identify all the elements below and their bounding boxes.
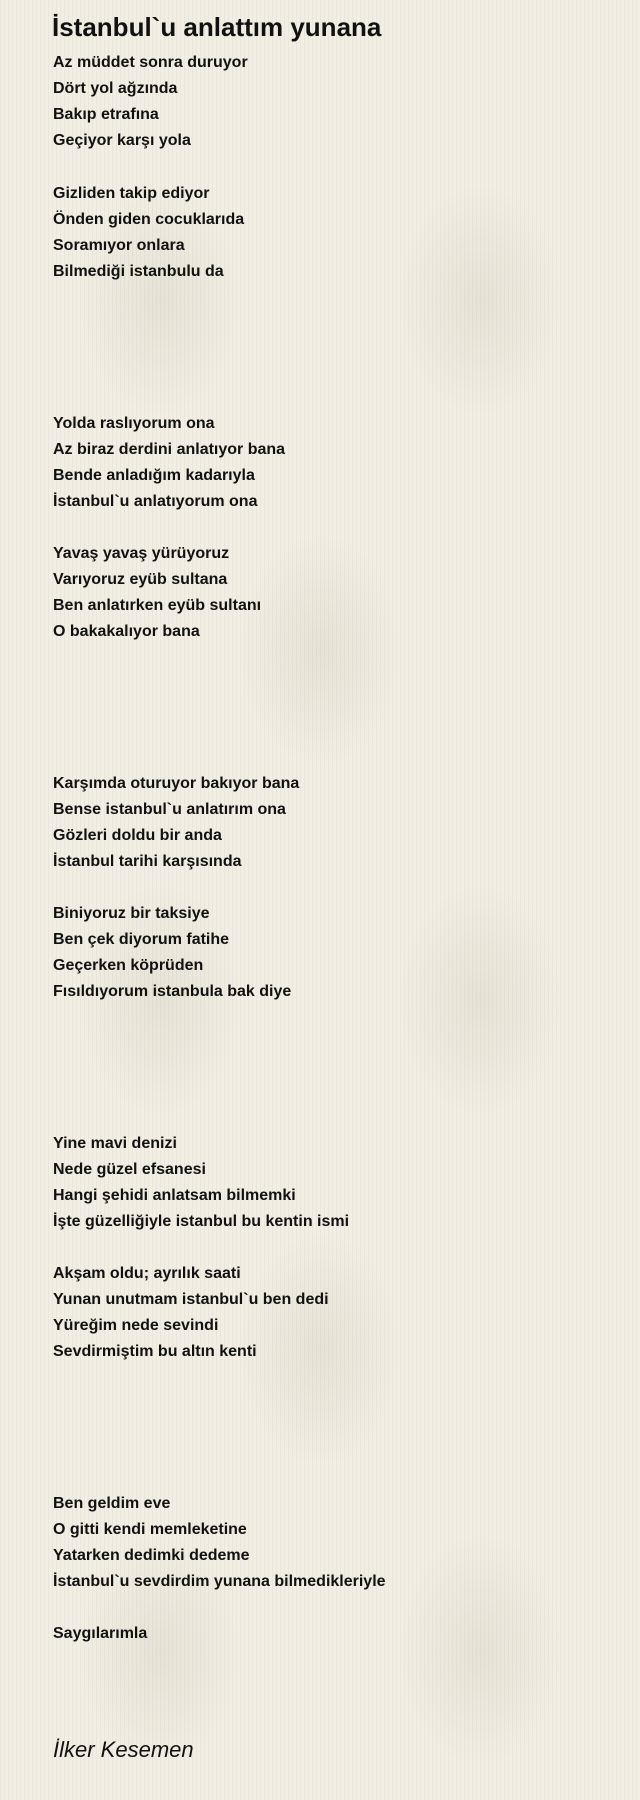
poem-line: Ben geldim eve <box>53 1495 171 1512</box>
closing-line <box>53 1621 613 1647</box>
poem-line: Gözleri doldu bir anda <box>53 827 222 844</box>
poem-line: Biniyoruz bir taksiye <box>53 905 210 922</box>
poem-line: Yatarken dedimki dedeme <box>53 1547 250 1564</box>
stanza <box>53 771 613 875</box>
poem-line: Az biraz derdini anlatıyor bana <box>53 441 286 458</box>
stanza <box>53 1491 613 1595</box>
poem-line: Bilmediği istanbulu da <box>53 263 224 280</box>
poem-line: O gitti kendi memleketine <box>53 1521 247 1538</box>
poem-line: Dört yol ağzında <box>53 80 178 97</box>
poem-line: Yavaş yavaş yürüyoruz <box>53 545 230 562</box>
poem-line: Bakıp etrafına <box>53 106 159 123</box>
poem-line: İstanbul`u anlatıyorum ona <box>53 493 258 510</box>
stanza <box>53 1131 613 1235</box>
stanza <box>53 50 613 154</box>
poem-line: Ben çek diyorum fatihe <box>53 931 230 948</box>
poem-line: Geçerken köprüden <box>53 957 204 974</box>
stanza <box>53 1261 613 1365</box>
poem-line: Önden giden cocuklarıda <box>53 211 245 228</box>
poem-line: Az müddet sonra duruyor <box>53 54 248 71</box>
poem-line: İstanbul tarihi karşısında <box>53 853 242 870</box>
poem-line: O bakakalıyor bana <box>53 623 200 640</box>
stanza <box>53 181 613 285</box>
stanza <box>53 541 613 645</box>
poem-line: Yine mavi denizi <box>53 1135 177 1152</box>
poem-line: Akşam oldu; ayrılık saati <box>53 1265 241 1282</box>
poem-line: Soramıyor onlara <box>53 237 185 254</box>
poem-line: Varıyoruz eyüb sultana <box>53 571 228 588</box>
poem-line: İstanbul`u sevdirdim yunana bilmedikleriyle <box>53 1573 386 1590</box>
poem-line: İşte güzelliğiyle istanbul bu kentin ismi <box>53 1213 350 1230</box>
poem-line: Fısıldıyorum istanbula bak diye <box>53 983 292 1000</box>
stanza <box>53 411 613 515</box>
poem-line: Yüreğim nede sevindi <box>53 1317 219 1334</box>
poem-line: Hangi şehidi anlatsam bilmemki <box>53 1187 296 1204</box>
poem-line: Yolda raslıyorum ona <box>53 415 215 432</box>
author-name: İlker Kesemen <box>53 1737 194 1762</box>
poem-line: Ben anlatırken eyüb sultanı <box>53 597 262 614</box>
poem-line: Gizliden takip ediyor <box>53 185 210 202</box>
stanza <box>53 901 613 1005</box>
poem-title: İstanbul`u anlattım yunana <box>52 12 382 42</box>
poem-line: Bense istanbul`u anlatırım ona <box>53 801 286 818</box>
poem-line: Sevdirmiştim bu altın kenti <box>53 1343 257 1360</box>
poem-line: Geçiyor karşı yola <box>53 132 191 149</box>
poem-line: Bende anladığım kadarıyla <box>53 467 255 484</box>
poem-line: Nede güzel efsanesi <box>53 1161 206 1178</box>
poem-line: Yunan unutmam istanbul`u ben dedi <box>53 1291 329 1308</box>
poem-line: Karşımda oturuyor bakıyor bana <box>53 775 300 792</box>
poem-line: Saygılarımla <box>53 1625 148 1642</box>
